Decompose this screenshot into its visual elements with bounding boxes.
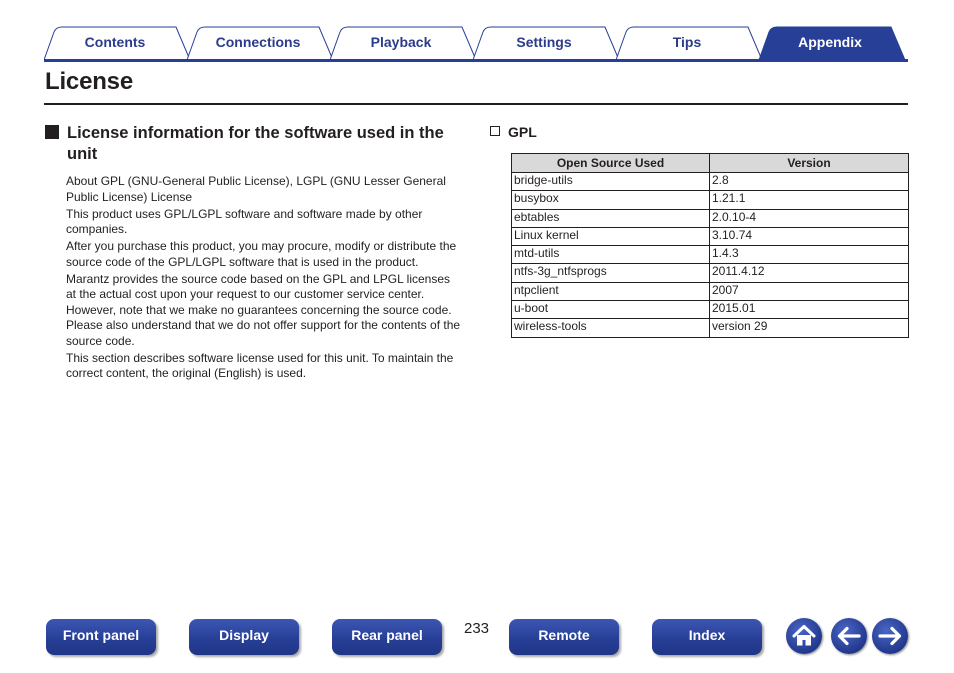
forward-button[interactable] <box>872 618 908 654</box>
table-header-row <box>512 154 909 173</box>
column-header-version: Version <box>710 154 909 173</box>
tab-appendix[interactable]: Appendix <box>798 34 862 50</box>
table-row <box>512 319 909 337</box>
software-name: ntpclient <box>512 282 710 300</box>
table-row <box>512 173 909 191</box>
tab-tips[interactable]: Tips <box>672 34 702 50</box>
software-version: 2007 <box>710 282 909 300</box>
home-button[interactable] <box>786 618 822 654</box>
software-name: mtd-utils <box>512 246 710 264</box>
software-name: wireless-tools <box>512 319 710 337</box>
paragraph: After you purchase this product, you may procure, modify or distribute the source code of the GPL/LGPL software that is used in the product. <box>66 239 457 269</box>
page-title: License <box>45 68 133 95</box>
software-version: version 29 <box>710 319 909 337</box>
paragraph: About GPL (GNU-General Public License), LGPL (GNU Lesser General Public License) License <box>66 174 446 204</box>
software-version: 2015.01 <box>710 301 909 319</box>
table-row <box>512 246 909 264</box>
tab-bar <box>44 26 908 62</box>
page-number: 233 <box>464 620 490 637</box>
column-header-open-source: Open Source Used <box>512 154 710 173</box>
home-icon <box>786 618 822 654</box>
open-source-table <box>511 153 909 338</box>
tab-contents[interactable]: Contents <box>84 34 146 50</box>
software-version: 2.8 <box>710 173 909 191</box>
software-version: 2.0.10-4 <box>710 209 909 227</box>
software-name: ntfs-3g_ntfsprogs <box>512 264 710 282</box>
software-name: bridge-utils <box>512 173 710 191</box>
title-divider <box>44 103 908 105</box>
front-panel-button[interactable]: Front panel <box>46 619 156 655</box>
paragraph: This product uses GPL/LGPL software and software made by other companies. <box>66 206 423 236</box>
software-version: 3.10.74 <box>710 227 909 245</box>
table-row <box>512 282 909 300</box>
table-row <box>512 264 909 282</box>
software-version: 2011.4.12 <box>710 264 909 282</box>
table-row <box>512 209 909 227</box>
back-button[interactable] <box>831 618 867 654</box>
section-title: License information for the software used in the unit <box>67 124 444 163</box>
paragraph: This section describes software license used for this unit. To maintain the correct content, the original (English) is used. <box>66 350 454 380</box>
index-button[interactable]: Index <box>652 619 762 655</box>
checkbox-bullet-icon <box>490 126 500 136</box>
license-description <box>66 174 462 383</box>
square-bullet-icon <box>45 125 59 139</box>
tab-settings[interactable]: Settings <box>516 34 572 50</box>
remote-button[interactable]: Remote <box>509 619 619 655</box>
software-name: busybox <box>512 191 710 209</box>
arrow-left-icon <box>831 618 867 654</box>
software-name: Linux kernel <box>512 227 710 245</box>
software-name: ebtables <box>512 209 710 227</box>
software-version: 1.4.3 <box>710 246 909 264</box>
tab-playback[interactable]: Playback <box>370 34 432 50</box>
software-name: u-boot <box>512 301 710 319</box>
gpl-heading <box>490 124 537 140</box>
paragraph: Marantz provides the source code based on the GPL and LPGL licenses at the actual cost upon your request to our customer service center. However, note that we make no guarantees concerning the source code. Please also understand that we do not offer support for the contents of the source code. <box>66 271 461 348</box>
software-version: 1.21.1 <box>710 191 909 209</box>
arrow-right-icon <box>872 618 908 654</box>
display-button[interactable]: Display <box>189 619 299 655</box>
table-row <box>512 301 909 319</box>
table-row <box>512 191 909 209</box>
table-row <box>512 227 909 245</box>
gpl-heading-label: GPL <box>508 124 537 140</box>
rear-panel-button[interactable]: Rear panel <box>332 619 442 655</box>
tab-connections[interactable]: Connections <box>215 34 301 50</box>
